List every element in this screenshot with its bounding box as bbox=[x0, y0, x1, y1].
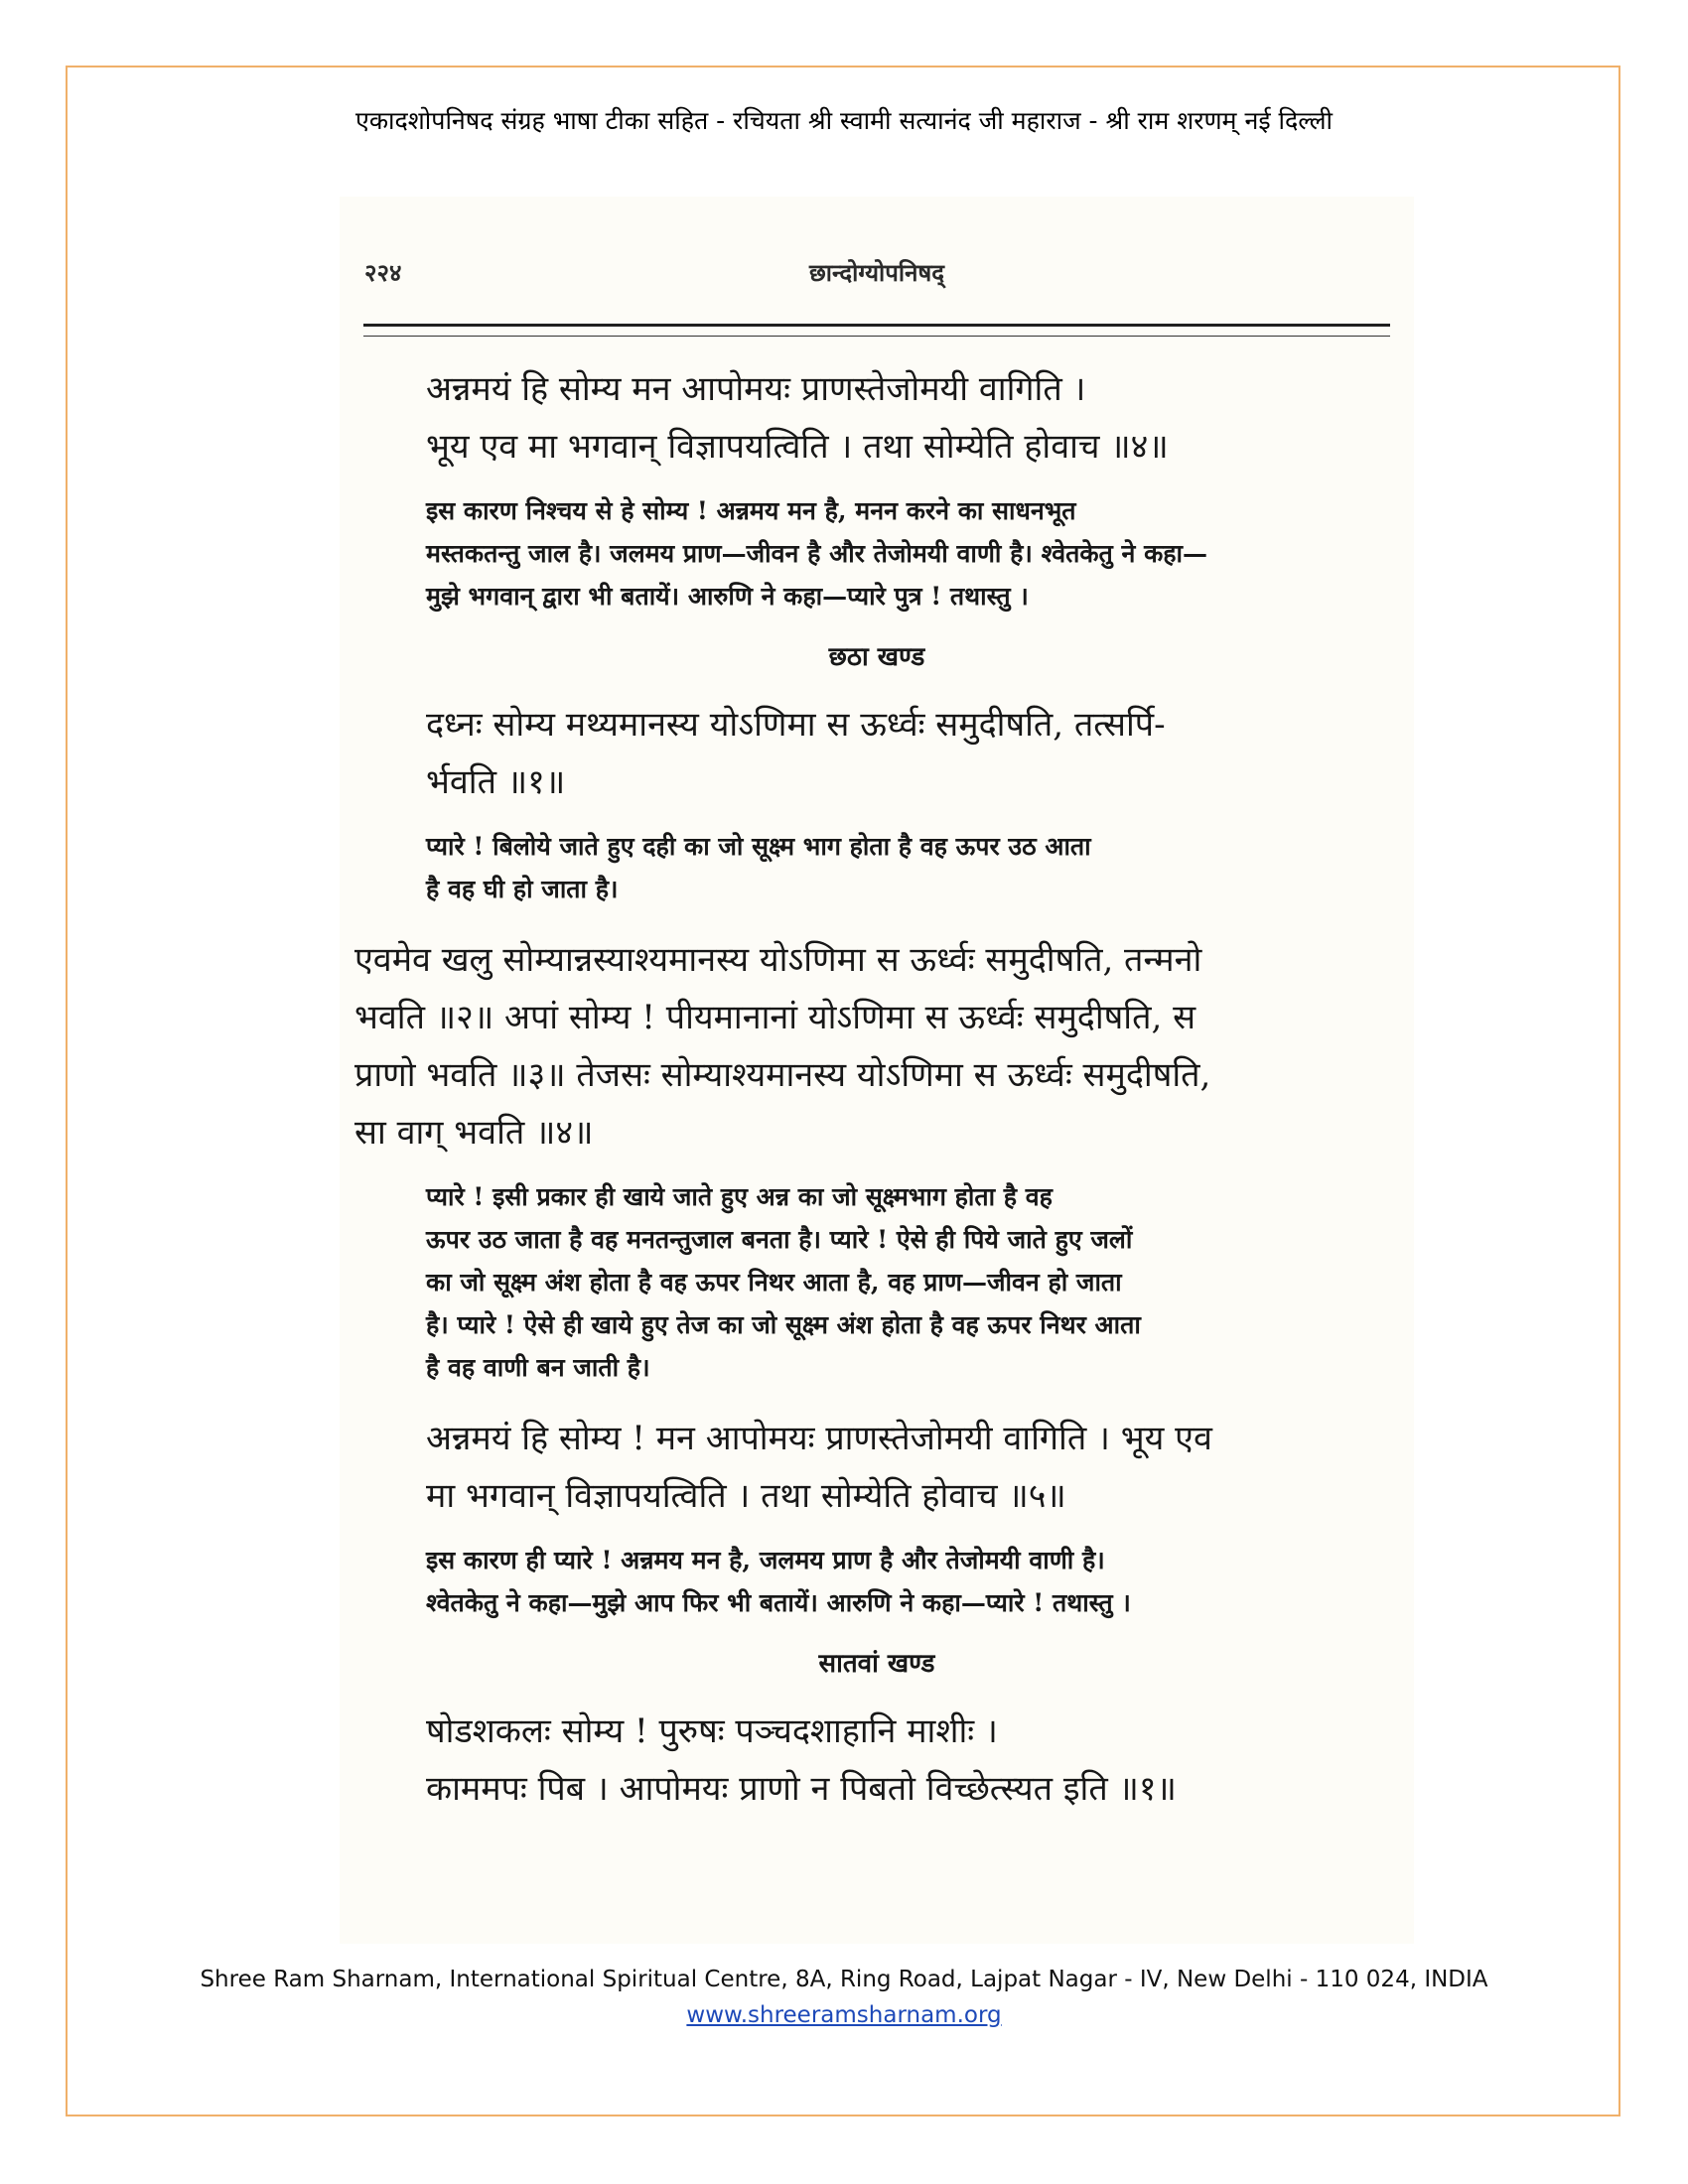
verse-block-6-5 bbox=[354, 1410, 1399, 1525]
commentary-block-1 bbox=[354, 489, 1399, 617]
verse-block-7-1 bbox=[354, 1703, 1399, 1818]
commentary-line: श्वेतकेतु ने कहा—मुझे आप फिर भी बतायें। आरुणि ने कहा—प्यारे ! तथास्तु । bbox=[426, 1588, 1131, 1617]
verse-line: सा वाग् भवति ॥४॥ bbox=[354, 1113, 594, 1153]
verse-block-6-1 bbox=[354, 696, 1399, 811]
commentary-line: प्यारे ! इसी प्रकार ही खाये जाते हुए अन्न का जो सूक्ष्मभाग होता है वह bbox=[426, 1182, 1053, 1211]
commentary-block-2 bbox=[354, 825, 1399, 910]
commentary-line: का जो सूक्ष्म अंश होता है वह ऊपर निथर आता है, वह प्राण—जीवन हो जाता bbox=[426, 1268, 1122, 1297]
verse-line: प्राणो भवति ॥३॥ तेजसः सोम्याश्यमानस्य योऽणिमा स ऊर्ध्वः समुदीषति, bbox=[354, 1055, 1211, 1095]
commentary-line: प्यारे ! बिलोये जाते हुए दही का जो सूक्ष्म भाग होता है वह ऊपर उठ आता bbox=[426, 832, 1091, 861]
book-page-header bbox=[364, 256, 1389, 296]
verse-line: भवति ॥२॥ अपां सोम्य ! पीयमानानां योऽणिमा स ऊर्ध्वः समुदीषति, स bbox=[354, 998, 1196, 1037]
document-footer bbox=[109, 1962, 1579, 2033]
document-header: एकादशोपनिषद संग्रह भाषा टीका सहित - रचियता श्री स्वामी सत्यानंद जी महाराज - श्री राम शरणम् नई दिल्ली bbox=[355, 106, 1333, 135]
verse-line: भूय एव मा भगवान् विज्ञापयत्विति । तथा सोम्येति होवाच ॥४॥ bbox=[426, 427, 1169, 467]
page-content bbox=[354, 360, 1399, 1832]
commentary-block-4 bbox=[354, 1539, 1399, 1624]
verse-line: र्भवति ॥१॥ bbox=[426, 762, 566, 802]
verse-line: मा भगवान् विज्ञापयत्विति । तथा सोम्येति होवाच ॥५॥ bbox=[426, 1476, 1066, 1516]
footer-address: Shree Ram Sharnam, International Spiritual Centre, 8A, Ring Road, Lajpat Nagar - IV, New Delhi - 110 024, INDIA bbox=[200, 1967, 1488, 1992]
commentary-line: है वह घी हो जाता है। bbox=[426, 875, 619, 903]
verse-block-4 bbox=[354, 360, 1399, 476]
verse-line: अन्नमयं हि सोम्य ! मन आपोमयः प्राणस्तेजोमयी वागिति । भूय एव bbox=[426, 1419, 1212, 1458]
section-heading-7: सातवां खण्ड bbox=[818, 1649, 935, 1679]
verse-line: दध्नः सोम्य मथ्यमानस्य योऽणिमा स ऊर्ध्वः समुदीषति, तत्सर्पि- bbox=[426, 705, 1166, 745]
commentary-line: है। प्यारे ! ऐसे ही खाये हुए तेज का जो सूक्ष्म अंश होता है वह ऊपर निथर आता bbox=[426, 1310, 1141, 1339]
verse-line: अन्नमयं हि सोम्य मन आपोमयः प्राणस्तेजोमयी वागिति । bbox=[426, 369, 1086, 409]
commentary-line: है वह वाणी बन जाती है। bbox=[426, 1353, 650, 1382]
scanned-page bbox=[340, 197, 1414, 1944]
commentary-line: इस कारण ही प्यारे ! अन्नमय मन है, जलमय प्राण है और तेजोमयी वाणी है। bbox=[426, 1546, 1105, 1574]
commentary-line: मुझे भगवान् द्वारा भी बतायें। आरुणि ने कहा—प्यारे पुत्र ! तथास्तु । bbox=[426, 582, 1029, 611]
running-title: छान्दोग्योपनिषद् bbox=[808, 258, 945, 287]
section-heading-6: छठा खण्ड bbox=[828, 642, 925, 672]
commentary-line: इस कारण निश्चय से हे सोम्य ! अन्नमय मन है, मनन करने का साधनभूत bbox=[426, 496, 1076, 525]
commentary-line: मस्तकतन्तु जाल है। जलमय प्राण—जीवन है और तेजोमयी वाणी है। श्वेतकेतु ने कहा— bbox=[426, 539, 1208, 568]
header-rule-thin bbox=[363, 336, 1390, 337]
verse-block-6-2 bbox=[354, 931, 1399, 1161]
verse-line: काममपः पिब । आपोमयः प्राणो न पिबतो विच्छेत्स्यत इति ॥१॥ bbox=[426, 1769, 1177, 1809]
website-link[interactable]: www.shreeramsharnam.org bbox=[686, 2002, 1002, 2028]
verse-line: एवमेव खलु सोम्यान्नस्याश्यमानस्य योऽणिमा स ऊर्ध्वः समुदीषति, तन्मनो bbox=[354, 940, 1202, 980]
verse-line: षोडशकलः सोम्य ! पुरुषः पञ्चदशाहानि माशीः । bbox=[426, 1711, 998, 1751]
commentary-block-3 bbox=[354, 1175, 1399, 1389]
commentary-line: ऊपर उठ जाता है वह मनतन्तुजाल बनता है। प्यारे ! ऐसे ही पिये जाते हुए जलों bbox=[426, 1225, 1133, 1254]
header-rule-thick bbox=[363, 324, 1390, 327]
page-number: २२४ bbox=[364, 258, 402, 287]
